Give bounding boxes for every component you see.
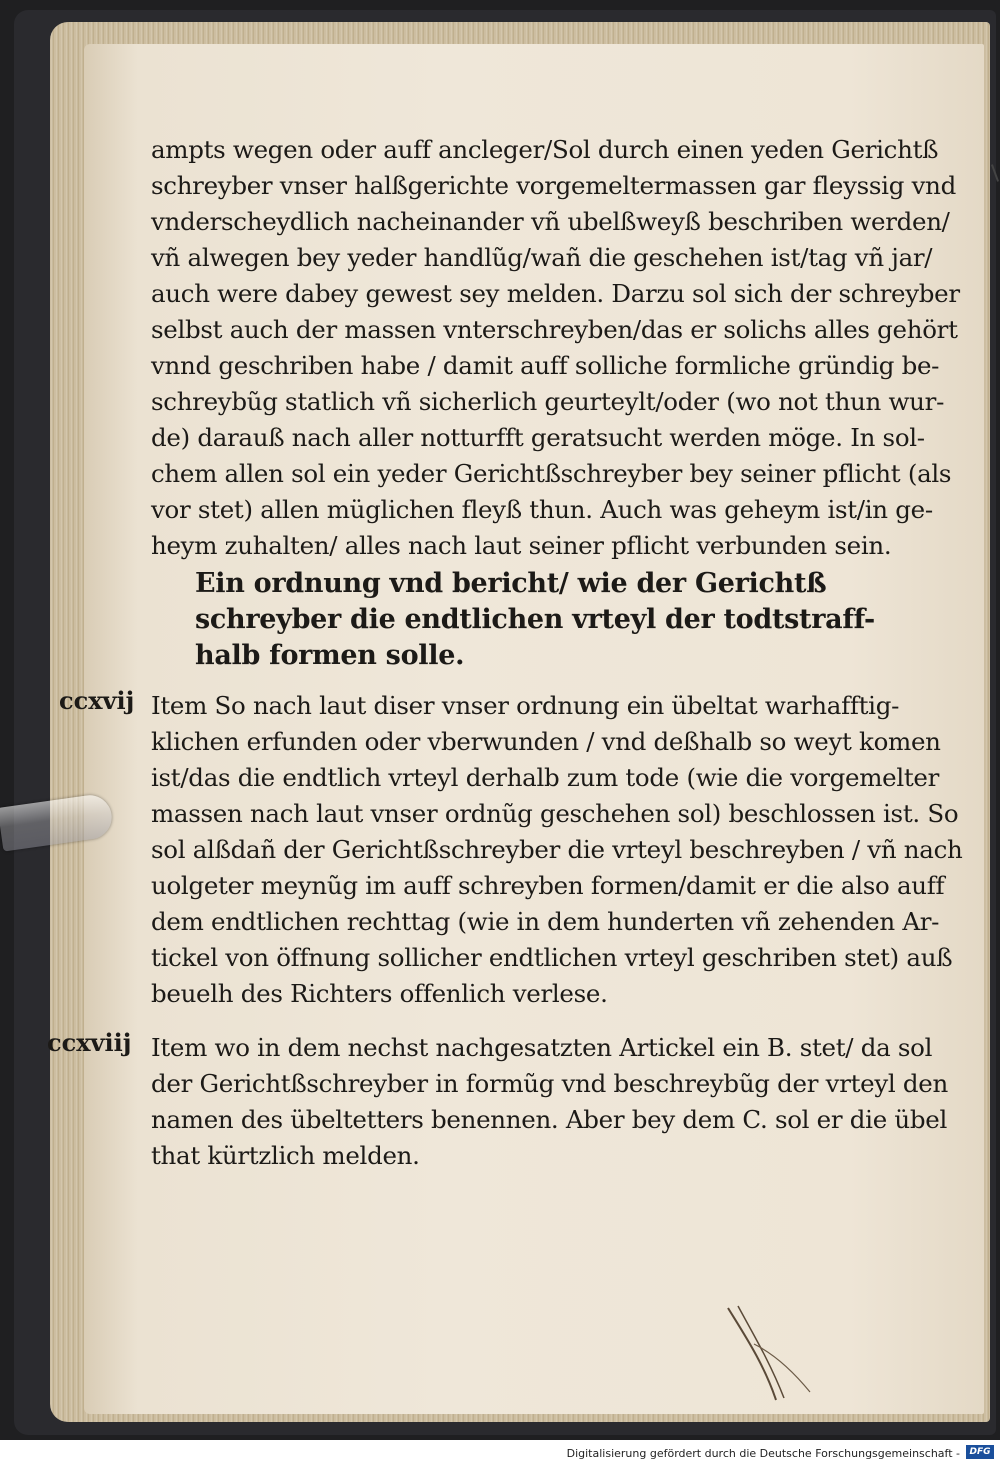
article-number-227: ccxvij	[59, 686, 135, 715]
text-line: vor stet) allen müglichen fleyß thun. Auch was geheym ist/in ge-	[151, 495, 933, 524]
text-line: schreyber vnser halßgerichte vorgemeltermassen gar fleyssig vnd	[151, 171, 956, 200]
text-line: selbst auch der massen vnterschreyben/das er solichs alles gehört	[151, 315, 958, 344]
text-line: that kürtzlich melden.	[151, 1141, 420, 1170]
text-line: der Gerichtßschreyber in formũg vnd beschreybũg der vrteyl den	[151, 1069, 948, 1098]
text-line: Item wo in dem nechst nachgesatzten Artickel ein B. stet/ da sol	[151, 1033, 933, 1062]
text-line: ampts wegen oder auff ancleger/Sol durch einen yeden Gerichtß	[151, 135, 939, 164]
text-line: schreybũg statlich vñ sicherlich geurteylt/oder (wo not thun wur-	[151, 387, 945, 416]
article-228-text	[151, 1030, 948, 1174]
text-line: klichen erfunden oder vberwunden / vnd deßhalb so weyt komen	[151, 727, 941, 756]
text-line: namen des übeltetters benennen. Aber bey dem C. sol er die übel	[151, 1105, 947, 1134]
text-line: vnnd geschriben habe / damit auff solliche formliche gründig be-	[151, 351, 940, 380]
ink-stroke-marks	[724, 1304, 814, 1404]
text-line: vnderscheydlich nacheinander vñ ubelßweyß beschriben werden/	[151, 207, 950, 236]
article-number-228: ccxviij	[47, 1028, 132, 1057]
footer-bar	[0, 1440, 1000, 1467]
text-line: ist/das die endtlich vrteyl derhalb zum tode (wie die vorgemelter	[151, 763, 940, 792]
funding-credit: Digitalisierung gefördert durch die Deutsche Forschungsgemeinschaft -	[566, 1447, 960, 1460]
heading-line: Ein ordnung vnd bericht/ wie der Gerichtß	[195, 568, 827, 599]
text-line: uolgeter meynũg im auff schreyben formen/damit er die also auff	[151, 871, 945, 900]
text-line: heym zuhalten/ alles nach laut seiner pflicht verbunden sein.	[151, 531, 892, 560]
section-heading	[195, 566, 875, 674]
text-block-top	[151, 132, 960, 564]
dfg-logo: DFG	[966, 1445, 994, 1459]
article-227-text	[151, 688, 963, 1012]
text-line: vñ alwegen bey yeder handlũg/wañ die geschehen ist/tag vñ jar/	[151, 243, 933, 272]
text-line: sol alßdañ der Gerichtßschreyber die vrteyl beschreyben / vñ nach	[151, 835, 963, 864]
text-line: beuelh des Richters offenlich verlese.	[151, 979, 608, 1008]
text-line: Item So nach laut diser vnser ordnung ein übeltat warhafftig-	[151, 691, 900, 720]
text-line: tickel von öffnung sollicher endtlichen vrteyl geschriben stet) auß	[151, 943, 953, 972]
text-line: massen nach laut vnser ordnũg geschehen sol) beschlossen ist. So	[151, 799, 959, 828]
text-line: chem allen sol ein yeder Gerichtßschreyber bey seiner pflicht (als	[151, 459, 952, 488]
text-line: dem endtlichen rechttag (wie in dem hunderten vñ zehenden Ar-	[151, 907, 940, 936]
text-line: auch were dabey gewest sey melden. Darzu sol sich der schreyber	[151, 279, 960, 308]
text-line: de) darauß nach aller notturfft geratsucht werden möge. In sol-	[151, 423, 925, 452]
heading-line: schreyber die endtlichen vrteyl der todtstraff-	[195, 604, 875, 635]
heading-line: halb formen solle.	[195, 640, 465, 671]
